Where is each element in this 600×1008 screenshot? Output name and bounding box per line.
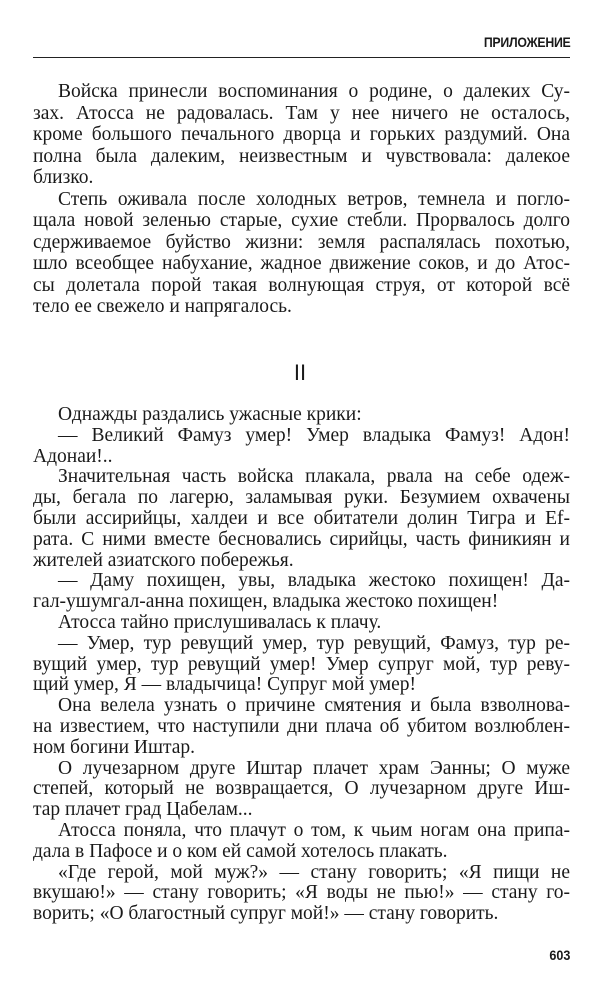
text-line: зах. Атосса не радовалась. Там у нее ничего не осталось, [33,102,570,124]
text-line: Адонаи!.. [33,445,113,467]
header-rule [33,57,570,58]
text-line: О лучезарном друге Иштар плачет храм Эанны; О муже [58,757,570,779]
text-line: сы долетала порой такая волнующая струя, от которой всё [33,274,570,296]
page-number: 603 [548,947,570,963]
text-line: рата. С ними вместе бесновались сирийцы, часть финикиян и [33,528,570,550]
text-line: жителей азиатского побережья. [33,549,294,571]
text-line: Значительная часть войска плакала, рвала на себе одеж- [58,466,570,488]
text-line: на известием, что наступили дни плача об убитом возлюблен- [33,715,570,737]
text-line: сдерживаемое буйство жизни: земля распалялась похотью, [33,231,570,253]
text-line: гал-ушумгал-анна похищен, владыка жестоко похищен! [33,591,499,613]
text-line: — Умер, тур ревущий умер, тур ревущий, Фамуз, тур ре- [58,632,570,654]
paragraph [33,821,570,863]
text-line: шло всеобщее набухание, жадное движение соков, и до Атос- [33,253,570,274]
paragraph [33,759,570,821]
text-line: Атосса тайно прислушивалась к плачу. [58,611,382,633]
text-line: Она велела узнать о причине смятения и была взволнова- [58,695,570,717]
text-line: были ассирийцы, халдеи и все обитатели долин Тигра и Ef- [33,507,570,529]
text-line: «Где герой, мой муж?» — стану говорить; «Я пищи не [58,861,570,883]
text-line: Степь оживала после холодных ветров, темнела и погло- [58,188,570,210]
text-line: щала новой зеленью старые, сухие стебли. Прорвалось долго [33,210,570,231]
paragraph [33,696,570,758]
section-2-text [33,405,570,925]
paragraph [33,81,570,189]
text-line: полна была далеким, неизвестным и чувствовала: далекое [33,145,570,167]
paragraph [33,863,570,925]
text-line: щий умер, Я — владычица! Супруг мой умер! [33,674,417,696]
text-line: тело ее свежело и напрягалось. [33,296,292,317]
paragraph [33,613,570,634]
text-line: тар плачет град Цабелам... [33,799,253,821]
text-line: ворить; «О благостный супруг мой!» — стану говорить. [33,903,499,925]
text-line: степей, который не возвращается, О лучезарном друге Иш- [33,778,570,800]
text-line: дала в Пафосе и о ком ей самой хотелось плакать. [33,840,448,862]
text-line: близко. [33,167,94,188]
text-line: кроме большого печального дворца и горьких раздумий. Она [33,124,570,145]
paragraph [33,189,570,318]
paragraph [33,634,570,696]
text-line: — Великий Фамуз умер! Умер владыка Фамуз! Адон! [58,424,570,446]
paragraph [33,571,570,613]
running-head-title: ПРИЛОЖЕНИЕ [483,34,570,50]
paragraph [33,405,570,426]
text-line: Атосса поняла, что плачут о том, к чьим ногам она припа- [58,819,570,841]
text-line: ном богини Иштар. [33,736,196,758]
section-1-text [33,81,570,318]
text-line: Однажды раздались ужасные крики: [58,404,362,425]
text-line: Войска принесли воспоминания о родине, о далеких Су- [58,81,570,102]
text-line: ды, бегала по лагерю, заламывая руки. Безумием охвачены [33,487,570,509]
text-line: вкушаю!» — стану говорить; «Я воды не пью!» — стану го- [33,882,570,904]
text-line: — Даму похищен, увы, владыка жестоко похищен! Да- [58,570,570,592]
text-line: вущий умер, тур ревущий умер! Умер супруг мой, тур реву- [33,653,570,675]
paragraph [33,467,570,571]
section-number: II [293,360,307,385]
paragraph [33,426,570,468]
